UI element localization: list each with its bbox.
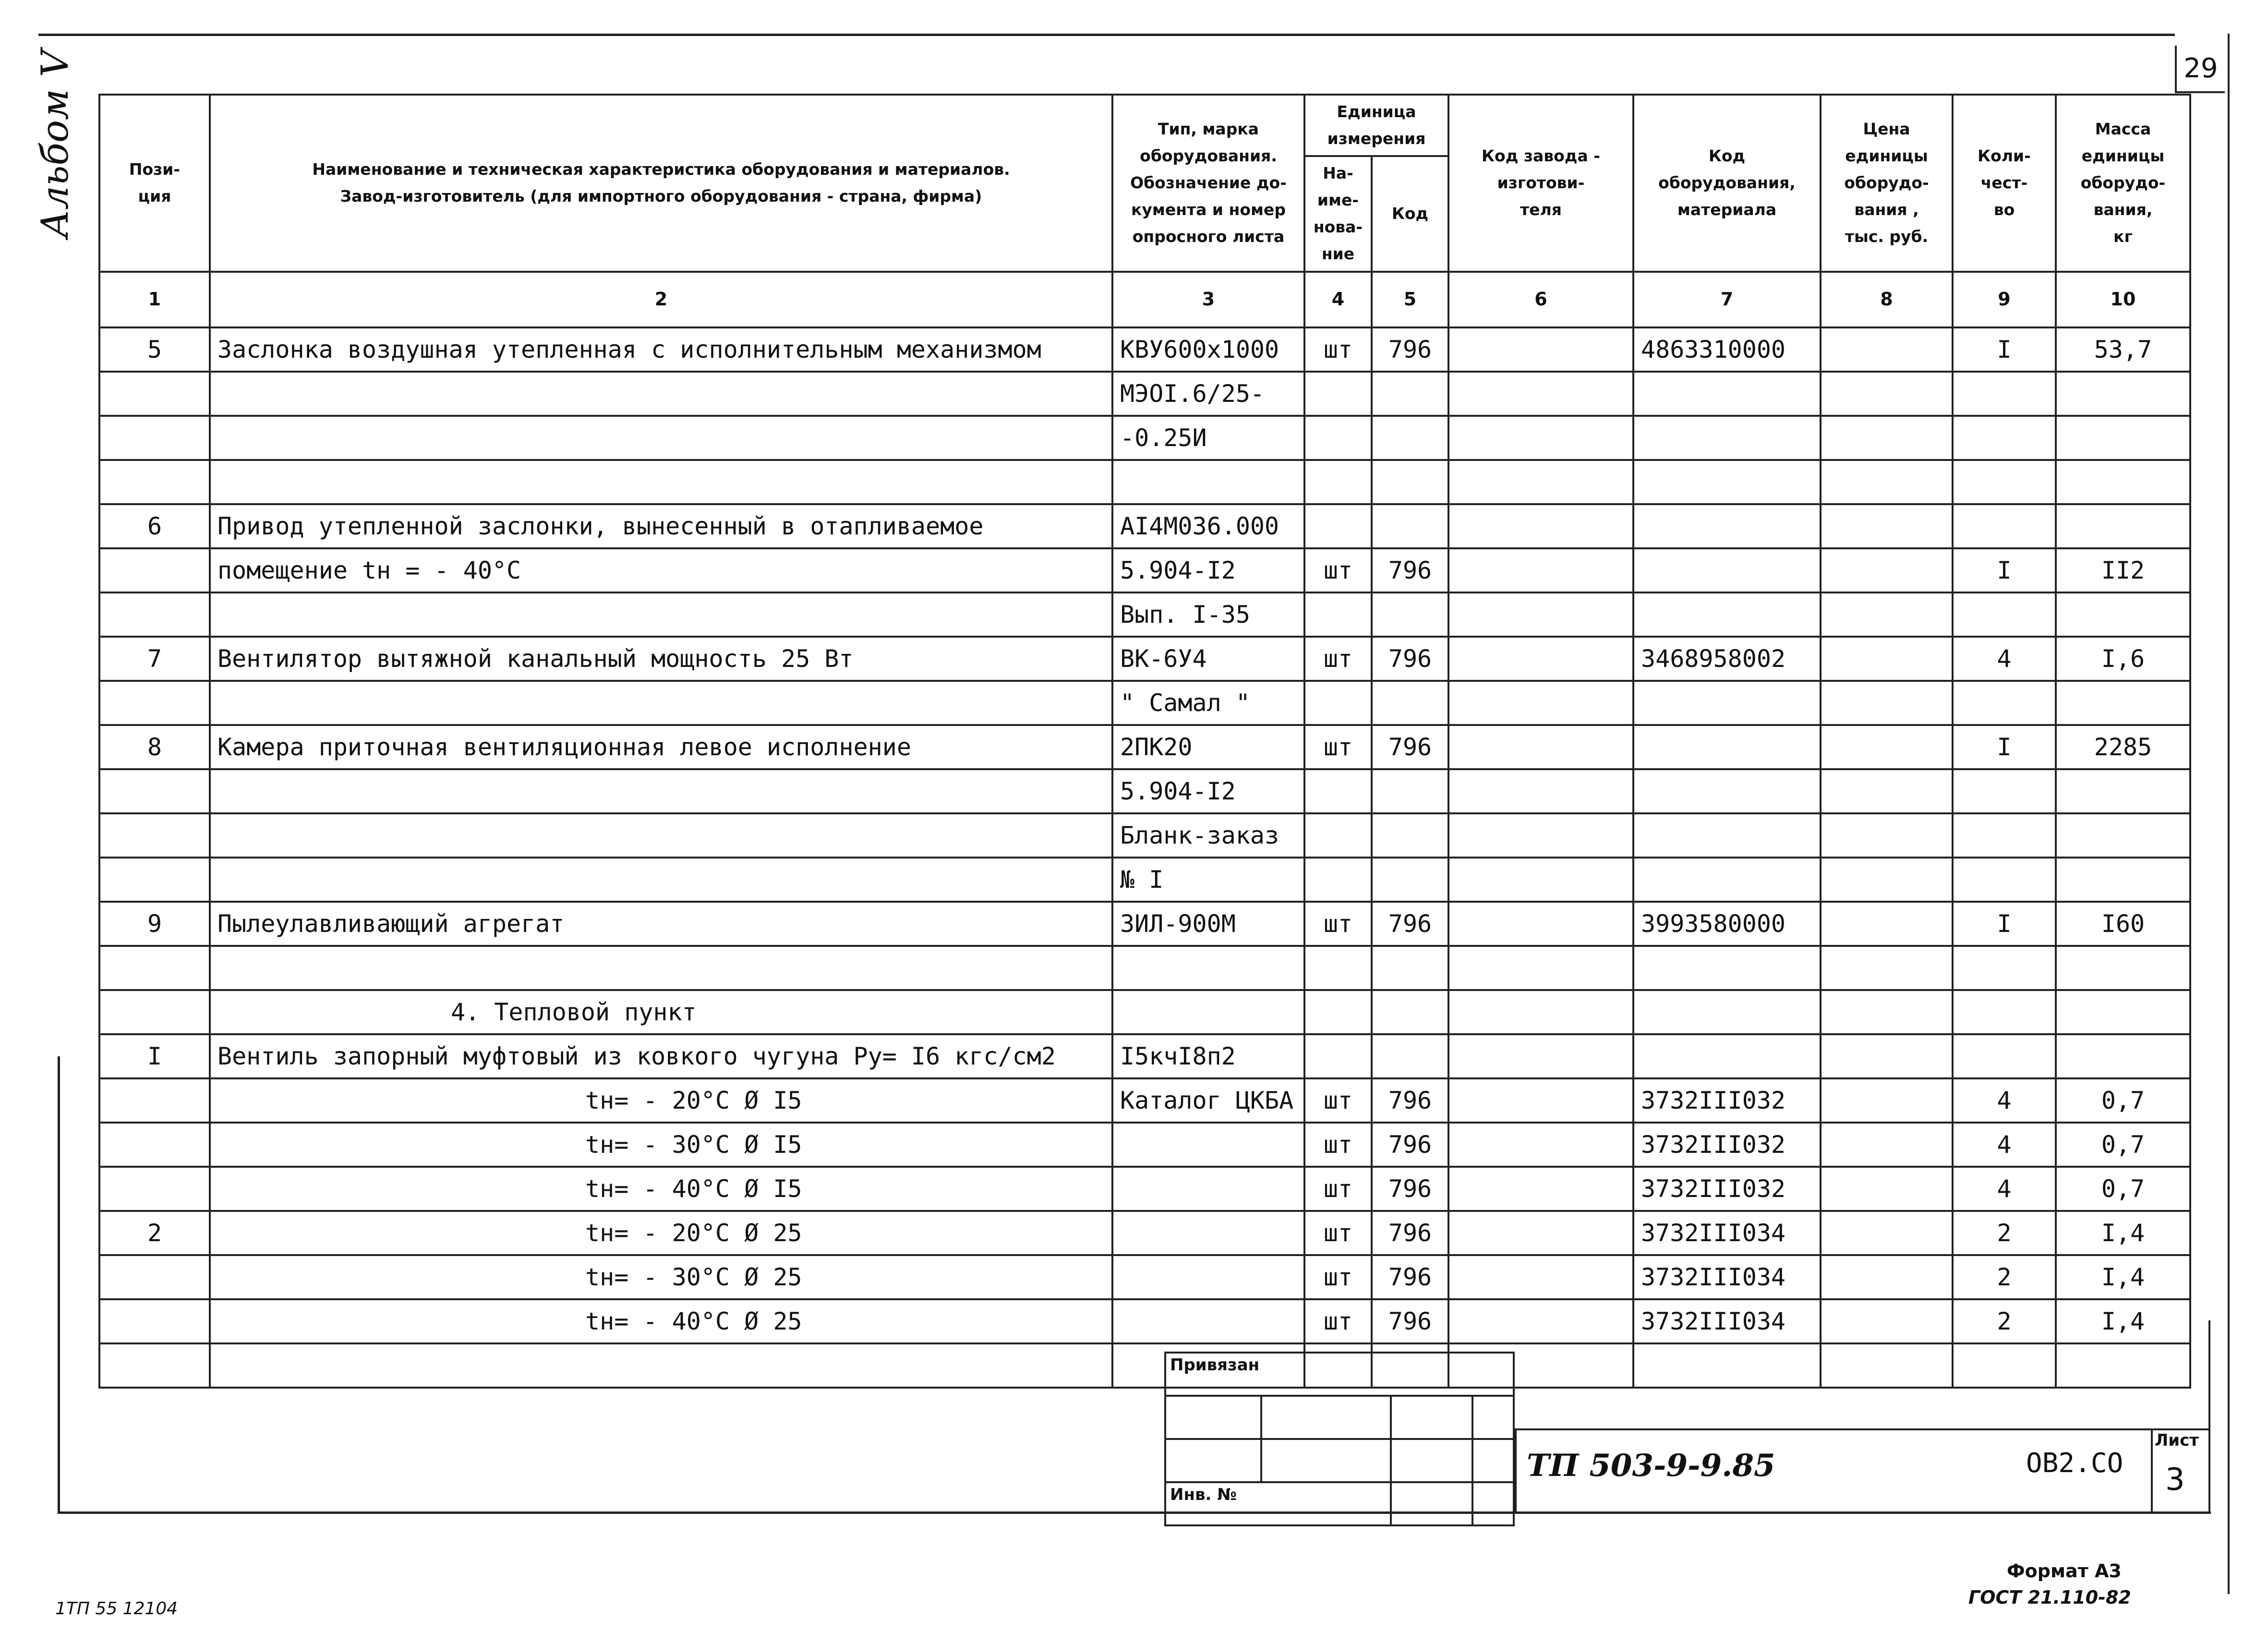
sheet-label: Лист: [2155, 1431, 2199, 1450]
cell-unit: шт: [1304, 1078, 1372, 1123]
cell-equip: 3732III034: [1633, 1299, 1821, 1343]
cell-unit: шт: [1304, 1123, 1372, 1167]
cell-name: tн= - 40°С Ø 25: [210, 1299, 1112, 1343]
cell-pos: 9: [99, 902, 210, 946]
cell-price: [1821, 1211, 1953, 1255]
cell-name: [210, 858, 1112, 902]
cell-code: [1372, 858, 1448, 902]
cell-name: [210, 592, 1112, 637]
table-row: [99, 327, 2190, 372]
cell-price: [1821, 858, 1953, 902]
header-name: Наименование и техническая характеристика оборудования и материалов. Завод-изготовитель (для импортного оборудования - страна, фирма): [210, 95, 1112, 272]
header-manufacturer-code: Код завода - изготови- теля: [1448, 95, 1633, 272]
cell-pos: [99, 548, 210, 592]
cell-name: Вентиль запорный муфтовый из ковкого чугуна Ру= I6 кгс/см2: [210, 1034, 1112, 1078]
cell-price: [1821, 504, 1953, 548]
table-row: [99, 769, 2190, 813]
cell-qty: [1953, 813, 2056, 858]
cell-type: [1112, 1299, 1304, 1343]
cell-mass: 0,7: [2056, 1123, 2190, 1167]
cell-name: Пылеулавливающий агрегат: [210, 902, 1112, 946]
cell-equip: [1633, 1343, 1821, 1388]
cell-mfr: [1448, 1211, 1633, 1255]
cell-price: [1821, 1123, 1953, 1167]
cell-equip: 3732III032: [1633, 1078, 1821, 1123]
cell-price: [1821, 1255, 1953, 1299]
table-row: [99, 1299, 2190, 1343]
cell-mass: [2056, 946, 2190, 990]
cell-name: 4. Тепловой пункт: [210, 990, 1112, 1034]
cell-code: 796: [1372, 637, 1448, 681]
cell-code: [1372, 813, 1448, 858]
cell-equip: [1633, 990, 1821, 1034]
cell-price: [1821, 1078, 1953, 1123]
cell-price: [1821, 681, 1953, 725]
cell-pos: [99, 858, 210, 902]
cell-qty: [1953, 681, 2056, 725]
cell-unit: [1304, 990, 1372, 1034]
cell-code: [1372, 416, 1448, 460]
cell-pos: 7: [99, 637, 210, 681]
cell-unit: шт: [1304, 902, 1372, 946]
cell-code: 796: [1372, 1078, 1448, 1123]
cell-equip: 3993580000: [1633, 902, 1821, 946]
cell-pos: [99, 372, 210, 416]
cell-price: [1821, 548, 1953, 592]
cell-name: [210, 946, 1112, 990]
cell-price: [1821, 1034, 1953, 1078]
cell-type: ЗИЛ-900М: [1112, 902, 1304, 946]
column-number: 4: [1304, 272, 1372, 327]
cell-unit: шт: [1304, 327, 1372, 372]
cell-mfr: [1448, 416, 1633, 460]
cell-mfr: [1448, 1078, 1633, 1123]
cell-code: [1372, 504, 1448, 548]
cell-qty: [1953, 946, 2056, 990]
cell-mfr: [1448, 858, 1633, 902]
cell-code: [1372, 460, 1448, 504]
table-row: [99, 902, 2190, 946]
table-row: [99, 946, 2190, 990]
cell-mfr: [1448, 548, 1633, 592]
cell-mfr: [1448, 1123, 1633, 1167]
cell-code: 796: [1372, 548, 1448, 592]
cell-price: [1821, 592, 1953, 637]
cell-type: [1112, 1167, 1304, 1211]
cell-mass: [2056, 1343, 2190, 1388]
cell-mfr: [1448, 1034, 1633, 1078]
cell-price: [1821, 372, 1953, 416]
cell-type: Бланк-заказ: [1112, 813, 1304, 858]
format-label: Формат А3: [2007, 1560, 2122, 1582]
cell-unit: [1304, 813, 1372, 858]
cell-name: [210, 460, 1112, 504]
cell-mass: [2056, 592, 2190, 637]
table-row: [99, 1343, 2190, 1388]
cell-name: [210, 1343, 1112, 1388]
cell-equip: [1633, 372, 1821, 416]
cell-unit: шт: [1304, 1299, 1372, 1343]
cell-qty: 4: [1953, 637, 2056, 681]
cell-type: Вып. I-35: [1112, 592, 1304, 637]
cell-pos: [99, 813, 210, 858]
cell-pos: [99, 460, 210, 504]
cell-pos: [99, 946, 210, 990]
cell-price: [1821, 327, 1953, 372]
cell-code: [1372, 769, 1448, 813]
cell-code: 796: [1372, 1167, 1448, 1211]
header-price: Цена единицы оборудо- вания , тыс. руб.: [1821, 95, 1953, 272]
cell-equip: 3732III034: [1633, 1255, 1821, 1299]
cell-pos: [99, 1255, 210, 1299]
cell-qty: 2: [1953, 1299, 2056, 1343]
cell-equip: [1633, 416, 1821, 460]
table-row: [99, 1167, 2190, 1211]
cell-qty: [1953, 416, 2056, 460]
column-number: 2: [210, 272, 1112, 327]
cell-qty: 4: [1953, 1078, 2056, 1123]
cell-type: АI4М036.000: [1112, 504, 1304, 548]
cell-mfr: [1448, 1255, 1633, 1299]
cell-equip: [1633, 1034, 1821, 1078]
cell-code: 796: [1372, 725, 1448, 769]
cell-equip: [1633, 946, 1821, 990]
cell-mass: I,6: [2056, 637, 2190, 681]
cell-qty: [1953, 1343, 2056, 1388]
album-label: Альбом V: [34, 50, 77, 238]
cell-mfr: [1448, 1299, 1633, 1343]
cell-equip: [1633, 548, 1821, 592]
cell-code: 796: [1372, 1123, 1448, 1167]
cell-unit: [1304, 946, 1372, 990]
cell-price: [1821, 1299, 1953, 1343]
cell-type: [1112, 1255, 1304, 1299]
cell-mass: [2056, 460, 2190, 504]
cell-price: [1821, 725, 1953, 769]
cell-qty: 2: [1953, 1211, 2056, 1255]
inv-label: Инв. №: [1165, 1482, 1391, 1525]
cell-type: КВУ600х1000: [1112, 327, 1304, 372]
cell-pos: [99, 416, 210, 460]
cell-price: [1821, 416, 1953, 460]
cell-price: [1821, 813, 1953, 858]
cell-mass: I60: [2056, 902, 2190, 946]
cell-pos: [99, 990, 210, 1034]
cell-pos: [99, 1167, 210, 1211]
cell-price: [1821, 769, 1953, 813]
cell-mass: [2056, 504, 2190, 548]
cell-code: [1372, 681, 1448, 725]
cell-equip: [1633, 813, 1821, 858]
cell-qty: I: [1953, 902, 2056, 946]
cell-unit: шт: [1304, 725, 1372, 769]
cell-mfr: [1448, 637, 1633, 681]
cell-unit: [1304, 858, 1372, 902]
cell-mass: II2: [2056, 548, 2190, 592]
cell-qty: [1953, 858, 2056, 902]
header-unit-code: Код: [1372, 156, 1448, 271]
cell-pos: 8: [99, 725, 210, 769]
cell-name: tн= - 20°С Ø I5: [210, 1078, 1112, 1123]
table-row: [99, 1211, 2190, 1255]
cell-type: 5.904-I2: [1112, 548, 1304, 592]
table-row: [99, 725, 2190, 769]
cell-unit: шт: [1304, 637, 1372, 681]
cell-unit: шт: [1304, 1255, 1372, 1299]
cell-mfr: [1448, 990, 1633, 1034]
cell-unit: [1304, 1034, 1372, 1078]
cell-type: -0.25И: [1112, 416, 1304, 460]
cell-equip: [1633, 858, 1821, 902]
cell-price: [1821, 460, 1953, 504]
cell-equip: [1633, 681, 1821, 725]
cell-pos: I: [99, 1034, 210, 1078]
cell-type: 2ПК20: [1112, 725, 1304, 769]
cell-price: [1821, 637, 1953, 681]
cell-pos: [99, 681, 210, 725]
cell-unit: [1304, 372, 1372, 416]
cell-equip: 3468958002: [1633, 637, 1821, 681]
cell-mass: I,4: [2056, 1255, 2190, 1299]
cell-pos: [99, 769, 210, 813]
cell-pos: 6: [99, 504, 210, 548]
cell-code: [1372, 990, 1448, 1034]
cell-equip: [1633, 504, 1821, 548]
cell-unit: шт: [1304, 1167, 1372, 1211]
cell-mass: [2056, 416, 2190, 460]
header-mass: Масса единицы оборудо- вания, кг: [2056, 95, 2190, 272]
cell-name: Вентилятор вытяжной канальный мощность 25 Вт: [210, 637, 1112, 681]
cell-name: Камера приточная вентиляционная левое исполнение: [210, 725, 1112, 769]
cell-mass: I,4: [2056, 1299, 2190, 1343]
cell-qty: I: [1953, 725, 2056, 769]
cell-mass: 2285: [2056, 725, 2190, 769]
cell-name: tн= - 20°С Ø 25: [210, 1211, 1112, 1255]
cell-mfr: [1448, 460, 1633, 504]
cell-mass: I,4: [2056, 1211, 2190, 1255]
document-code: ТП 503-9-9.85: [1527, 1448, 1775, 1484]
cell-type: МЭОI.6/25-: [1112, 372, 1304, 416]
column-number: 5: [1372, 272, 1448, 327]
cell-type: ВК-6У4: [1112, 637, 1304, 681]
cell-name: [210, 416, 1112, 460]
cell-qty: I: [1953, 327, 2056, 372]
column-number: 9: [1953, 272, 2056, 327]
cell-name: Заслонка воздушная утепленная с исполнительным механизмом: [210, 327, 1112, 372]
cell-equip: 3732III034: [1633, 1211, 1821, 1255]
cell-price: [1821, 1167, 1953, 1211]
cell-mfr: [1448, 1167, 1633, 1211]
header-equipment-code: Код оборудования, материала: [1633, 95, 1821, 272]
cell-pos: [99, 1078, 210, 1123]
table-row: [99, 681, 2190, 725]
cell-equip: [1633, 592, 1821, 637]
cell-equip: 3732III032: [1633, 1167, 1821, 1211]
cell-unit: [1304, 460, 1372, 504]
cell-mfr: [1448, 725, 1633, 769]
cell-pos: [99, 1343, 210, 1388]
cell-qty: [1953, 990, 2056, 1034]
header-unit-group: Единица измерения: [1304, 95, 1448, 156]
cell-type: [1112, 460, 1304, 504]
cell-qty: [1953, 769, 2056, 813]
cell-name: tн= - 40°С Ø I5: [210, 1167, 1112, 1211]
table-row: [99, 813, 2190, 858]
cell-type: [1112, 990, 1304, 1034]
gost-label: ГОСТ 21.110-82: [1968, 1587, 2131, 1608]
cell-unit: шт: [1304, 1211, 1372, 1255]
table-row: [99, 1078, 2190, 1123]
cell-mfr: [1448, 902, 1633, 946]
table-row: [99, 637, 2190, 681]
cell-name: Привод утепленной заслонки, вынесенный в отапливаемое: [210, 504, 1112, 548]
cell-pos: [99, 1123, 210, 1167]
cell-unit: шт: [1304, 548, 1372, 592]
cell-mass: 53,7: [2056, 327, 2190, 372]
table-row: [99, 1034, 2190, 1078]
sheet-number: 3: [2165, 1462, 2185, 1498]
cell-equip: [1633, 460, 1821, 504]
cell-qty: 2: [1953, 1255, 2056, 1299]
inventory-number: 1ТП 55 12104: [55, 1599, 178, 1619]
cell-mass: [2056, 1034, 2190, 1078]
cell-mfr: [1448, 681, 1633, 725]
table-row: [99, 1255, 2190, 1299]
header-quantity: Коли- чест- во: [1953, 95, 2056, 272]
cell-mass: [2056, 813, 2190, 858]
cell-type: " Самал ": [1112, 681, 1304, 725]
cell-unit: [1304, 681, 1372, 725]
cell-code: 796: [1372, 1211, 1448, 1255]
cell-equip: 3732III032: [1633, 1123, 1821, 1167]
cell-type: [1112, 1211, 1304, 1255]
cell-qty: 4: [1953, 1123, 2056, 1167]
cell-mfr: [1448, 813, 1633, 858]
cell-mfr: [1448, 592, 1633, 637]
cell-equip: 4863310000: [1633, 327, 1821, 372]
cell-mass: [2056, 990, 2190, 1034]
cell-unit: [1304, 504, 1372, 548]
cell-pos: [99, 1299, 210, 1343]
cell-qty: [1953, 460, 2056, 504]
cell-pos: 2: [99, 1211, 210, 1255]
table-row: [99, 858, 2190, 902]
cell-price: [1821, 990, 1953, 1034]
cell-unit: [1304, 769, 1372, 813]
cell-unit: [1304, 416, 1372, 460]
table-row: [99, 416, 2190, 460]
cell-mass: [2056, 858, 2190, 902]
cell-code: 796: [1372, 327, 1448, 372]
cell-type: [1112, 946, 1304, 990]
document-mark: ОВ2.СО: [2026, 1448, 2123, 1479]
cell-qty: [1953, 592, 2056, 637]
column-number: 10: [2056, 272, 2190, 327]
table-row: [99, 990, 2190, 1034]
column-number: 1: [99, 272, 210, 327]
cell-equip: [1633, 769, 1821, 813]
column-number: 3: [1112, 272, 1304, 327]
cell-qty: 4: [1953, 1167, 2056, 1211]
cell-qty: I: [1953, 548, 2056, 592]
column-number: 7: [1633, 272, 1821, 327]
cell-type: № I: [1112, 858, 1304, 902]
table-row: [99, 1123, 2190, 1167]
cell-name: [210, 813, 1112, 858]
cell-qty: [1953, 372, 2056, 416]
cell-equip: [1633, 725, 1821, 769]
cell-code: [1372, 1034, 1448, 1078]
column-number: 8: [1821, 272, 1953, 327]
cell-name: [210, 769, 1112, 813]
table-row: [99, 592, 2190, 637]
table-row: [99, 460, 2190, 504]
cell-mass: [2056, 769, 2190, 813]
linked-label: Привязан: [1165, 1353, 1514, 1396]
cell-mfr: [1448, 372, 1633, 416]
table-row: [99, 372, 2190, 416]
cell-type: [1112, 1123, 1304, 1167]
cell-mfr: [1448, 504, 1633, 548]
cell-price: [1821, 902, 1953, 946]
cell-mfr: [1448, 327, 1633, 372]
right-rule: [2228, 34, 2230, 1594]
header-position: Пози- ция: [99, 95, 210, 272]
cell-type: 5.904-I2: [1112, 769, 1304, 813]
cell-price: [1821, 946, 1953, 990]
header-type: Тип, марка оборудования. Обозначение до- кумента и номер опросного листа: [1112, 95, 1304, 272]
cell-name: tн= - 30°С Ø I5: [210, 1123, 1112, 1167]
cell-name: tн= - 30°С Ø 25: [210, 1255, 1112, 1299]
cell-name: [210, 681, 1112, 725]
cell-mass: [2056, 372, 2190, 416]
header-unit-name: На- име- нова- ние: [1304, 156, 1372, 271]
frame-left: [58, 1056, 60, 1512]
cell-code: [1372, 592, 1448, 637]
cell-pos: 5: [99, 327, 210, 372]
cell-mass: 0,7: [2056, 1078, 2190, 1123]
cell-code: [1372, 946, 1448, 990]
cell-name: помещение tн = - 40°С: [210, 548, 1112, 592]
cell-price: [1821, 1343, 1953, 1388]
cell-mfr: [1448, 946, 1633, 990]
cell-type: Каталог ЦКБА: [1112, 1078, 1304, 1123]
cell-type: I5кчI8п2: [1112, 1034, 1304, 1078]
page-number: 29: [2175, 46, 2225, 93]
column-number: 6: [1448, 272, 1633, 327]
header-row: [99, 95, 2190, 156]
cell-unit: [1304, 592, 1372, 637]
cell-code: 796: [1372, 902, 1448, 946]
cell-mass: [2056, 681, 2190, 725]
table-row: [99, 548, 2190, 592]
cell-qty: [1953, 1034, 2056, 1078]
cell-code: 796: [1372, 1299, 1448, 1343]
cell-code: [1372, 372, 1448, 416]
cell-qty: [1953, 504, 2056, 548]
specification-table: [98, 94, 2191, 1389]
top-rule: [38, 34, 2175, 36]
cell-code: 796: [1372, 1255, 1448, 1299]
cell-mass: 0,7: [2056, 1167, 2190, 1211]
cell-mfr: [1448, 769, 1633, 813]
column-number-row: [99, 272, 2190, 327]
cell-pos: [99, 592, 210, 637]
cell-name: [210, 372, 1112, 416]
table-row: [99, 504, 2190, 548]
approval-stamp: [1164, 1352, 1515, 1526]
